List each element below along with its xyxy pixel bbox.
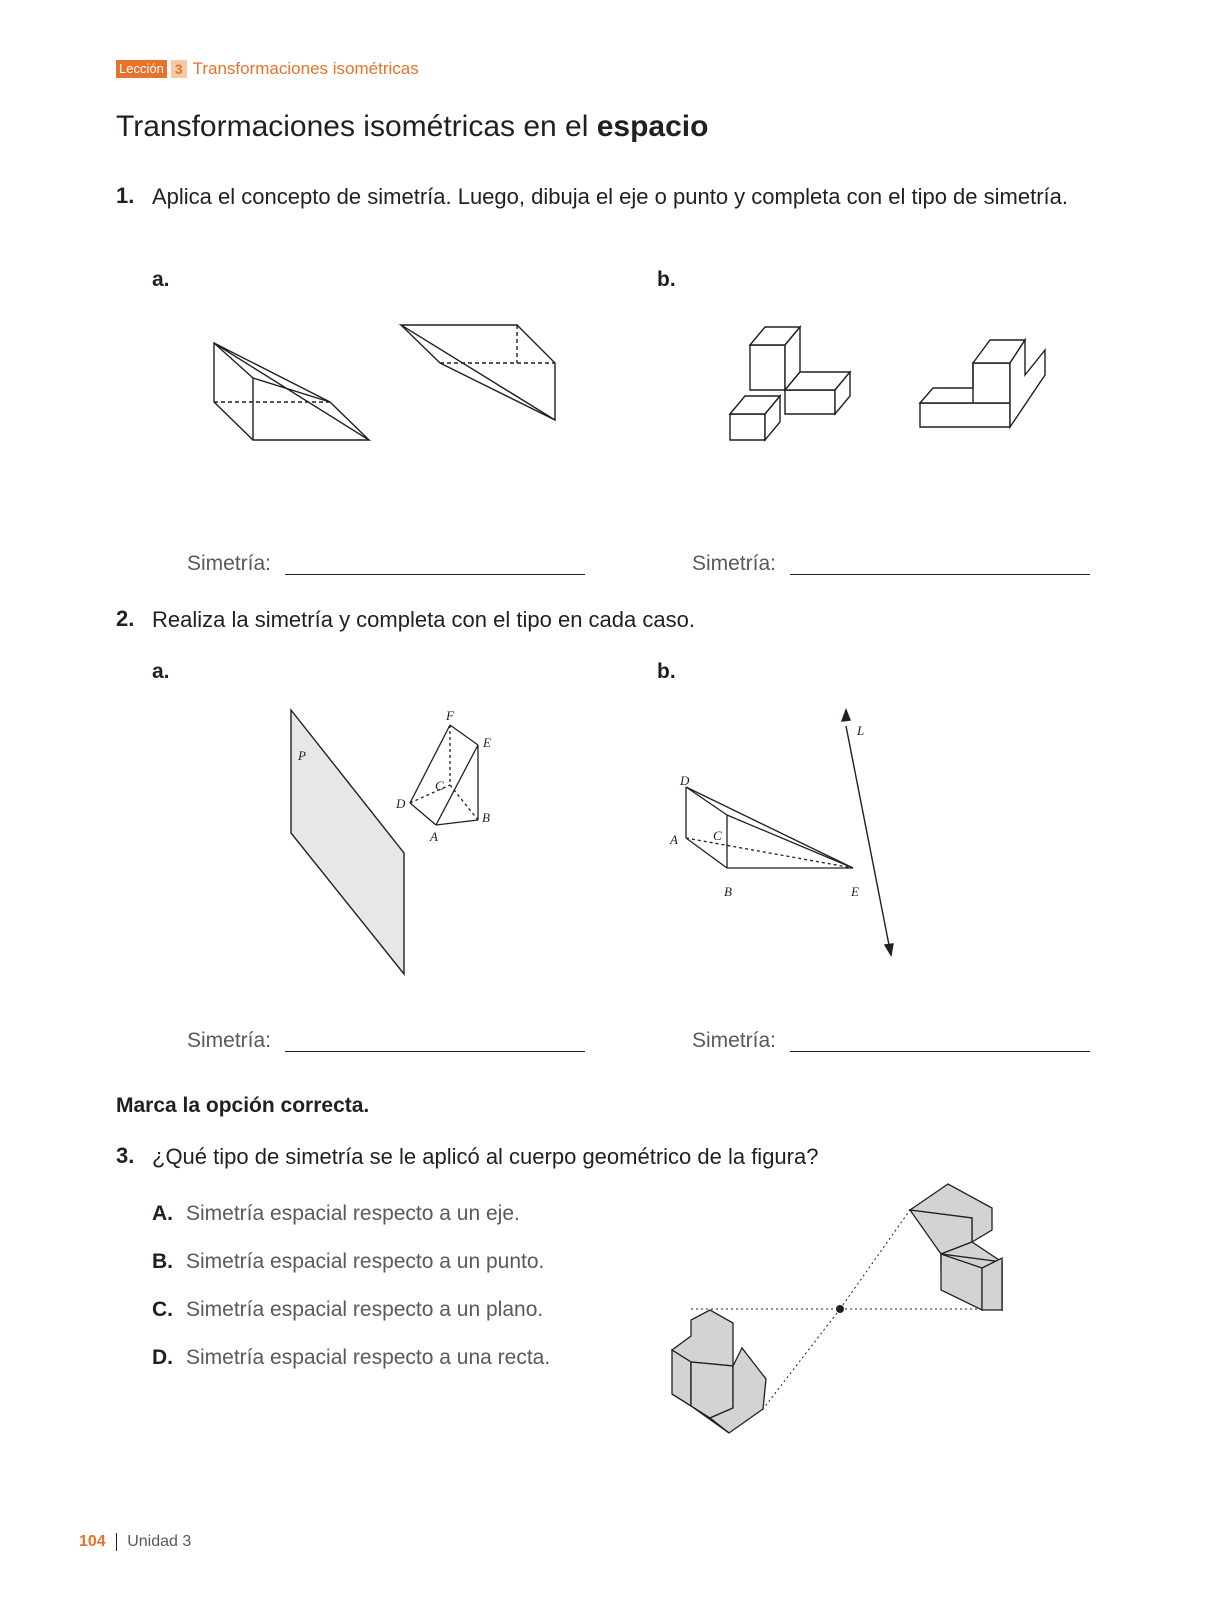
q3-solid-upper: [910, 1184, 1002, 1310]
q1-symmetry-label-b: Simetría:: [692, 552, 777, 575]
q2a-label-c: C: [435, 778, 444, 793]
q3-figure: [660, 1170, 1020, 1450]
footer-divider: [116, 1533, 118, 1551]
q2-symmetry-label-a: Simetría:: [187, 1029, 272, 1052]
q1-symmetry-label-a: Simetría:: [187, 552, 272, 575]
q1a-prism-left: [214, 343, 369, 440]
q2b-line-l: [842, 710, 893, 955]
lesson-word: Lección: [116, 60, 167, 78]
q3-solid-lower: [672, 1310, 766, 1433]
q2a-label-e: E: [483, 735, 491, 750]
page-number: 104: [79, 1533, 106, 1550]
q3-number: 3.: [116, 1143, 135, 1168]
q2a-label-plane: P: [298, 748, 306, 763]
q3-option-c-letter: C.: [152, 1298, 173, 1321]
q2a-prism: [410, 725, 478, 825]
q2b-label-d: D: [680, 773, 690, 788]
q2a-label-a: A: [430, 829, 438, 844]
q2b-label-a: A: [670, 832, 678, 847]
q2a-label-b: B: [482, 810, 490, 825]
q3-text: ¿Qué tipo de simetría se le aplicó al cuerpo geométrico de la figura?: [152, 1144, 819, 1169]
q2-answer-line-a[interactable]: [285, 1051, 585, 1052]
q2b-label-e: E: [851, 884, 859, 899]
q3-option-b[interactable]: [152, 1250, 544, 1274]
q2-text: Realiza la simetría y completa con el tipo en cada caso.: [152, 607, 695, 632]
q1-answer-line-a[interactable]: [285, 574, 585, 575]
q2-number: 2.: [116, 606, 135, 631]
q1a-prism-right: [401, 325, 555, 420]
q2-figures: [0, 690, 1222, 990]
q3-option-a-text: Simetría espacial respecto a un eje.: [186, 1202, 520, 1225]
q3-option-c[interactable]: [152, 1298, 543, 1322]
q3-option-c-text: Simetría espacial respecto a un plano.: [186, 1298, 544, 1321]
q3-option-b-letter: B.: [152, 1250, 173, 1273]
q1b-cubes-left: [730, 327, 850, 440]
q1b-stair-right: [920, 340, 1045, 427]
q1-figures: [0, 0, 1222, 600]
page-title-regular: Transformaciones isométricas en el: [116, 110, 597, 143]
lesson-title: Transformaciones isométricas: [192, 58, 419, 78]
q1-label-a: a.: [152, 268, 170, 291]
q2b-label-l: L: [857, 723, 865, 738]
page-footer: [79, 1533, 191, 1551]
q3-option-d-letter: D.: [152, 1346, 173, 1369]
q2-label-a: a.: [152, 660, 170, 683]
q2a-label-d: D: [396, 796, 406, 811]
q3-option-b-text: Simetría espacial respecto a un punto.: [186, 1250, 545, 1273]
unit-label: Unidad 3: [127, 1533, 192, 1550]
q3-option-d-text: Simetría espacial respecto a una recta.: [186, 1346, 551, 1369]
q2b-prism: [686, 787, 853, 868]
q2-symmetry-label-b: Simetría:: [692, 1029, 777, 1052]
q2-label-b: b.: [657, 660, 676, 683]
q1-label-b: b.: [657, 268, 676, 291]
q1-number: 1.: [116, 183, 135, 208]
q3-option-d[interactable]: [152, 1346, 550, 1370]
q1-text: Aplica el concepto de simetría. Luego, dibuja el eje o punto y completa con el tipo de simetría.: [152, 184, 1068, 209]
q2b-label-b: B: [724, 884, 732, 899]
q3-center-point: [836, 1305, 844, 1313]
q2a-label-f: F: [446, 708, 454, 723]
page-title-bold: espacio: [596, 110, 709, 143]
q1-answer-line-b[interactable]: [790, 574, 1090, 575]
q2b-label-c: C: [713, 828, 722, 843]
lesson-number: 3: [171, 60, 187, 78]
q3-option-a-letter: A.: [152, 1202, 173, 1225]
instruction: Marca la opción correcta.: [116, 1094, 370, 1117]
q3-option-a[interactable]: [152, 1202, 520, 1226]
q2a-plane: [291, 710, 404, 974]
q2-answer-line-b[interactable]: [790, 1051, 1090, 1052]
